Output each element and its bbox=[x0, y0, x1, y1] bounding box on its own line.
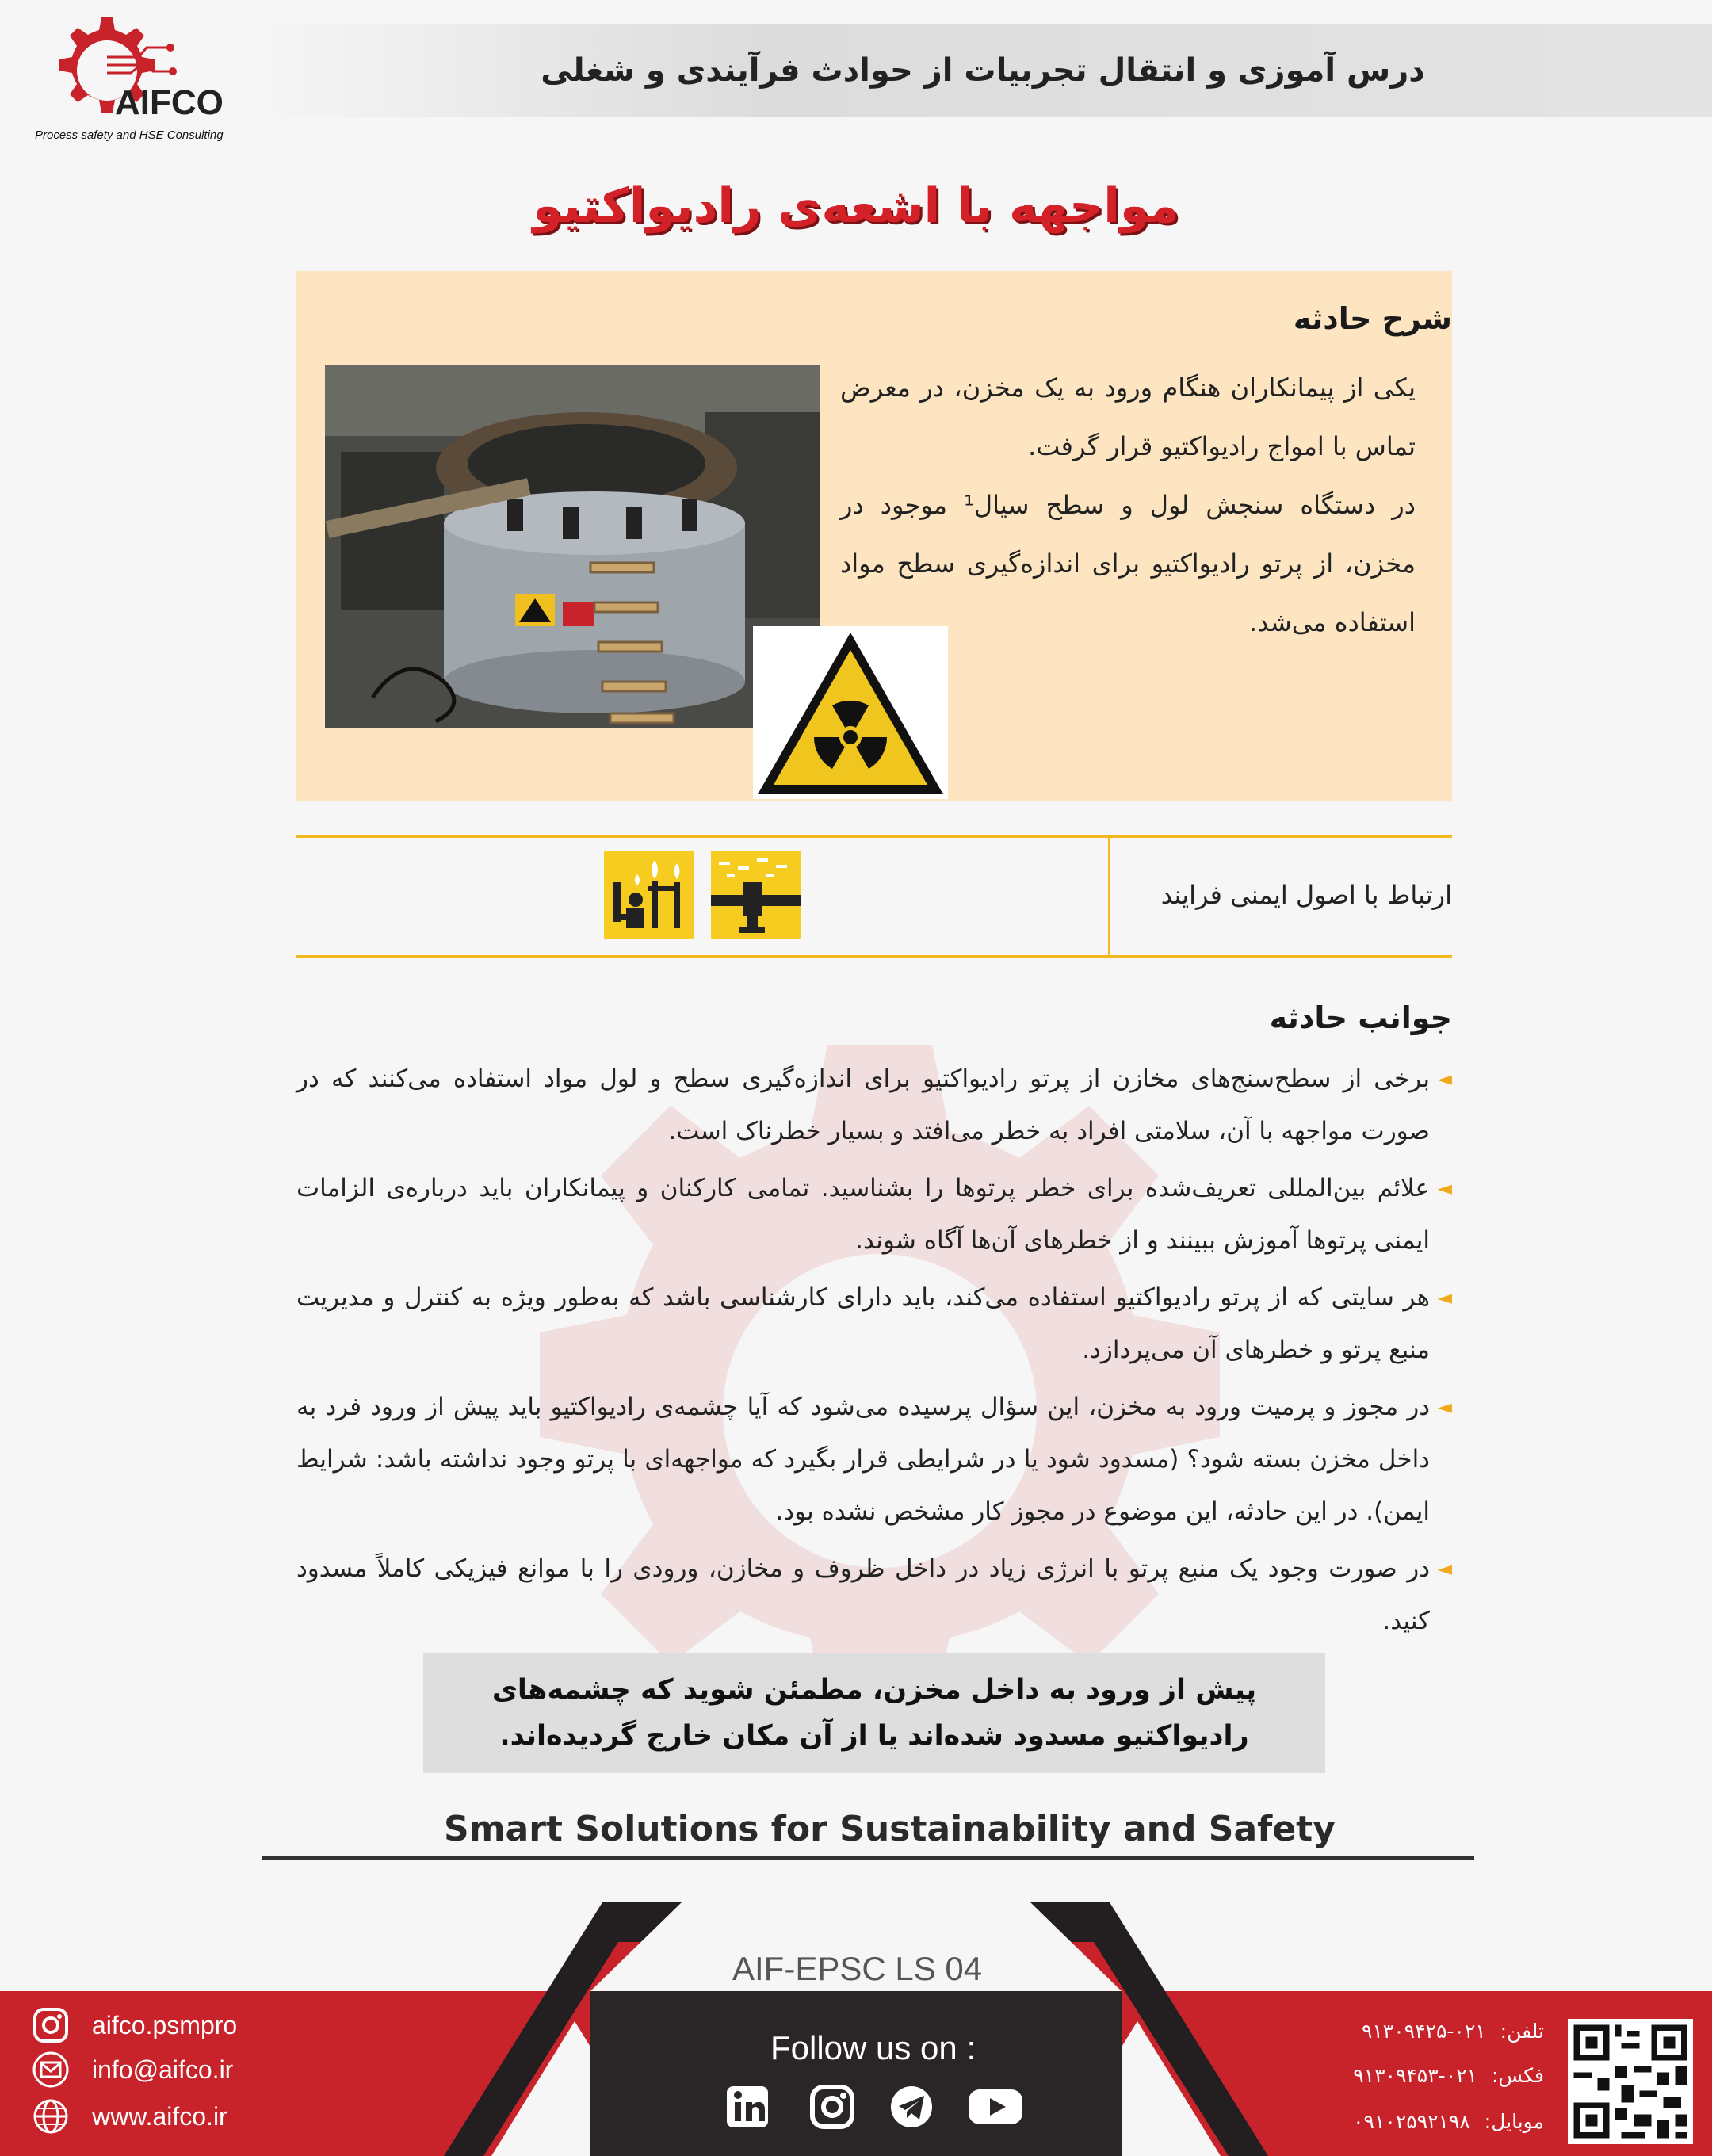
page-title: مواجهه با اشعه‌ی رادیواکتیو bbox=[533, 178, 1179, 234]
process-safety-label: ارتباط با اصول ایمنی فرایند bbox=[1160, 880, 1452, 910]
bullet-arrow-icon: ◄ bbox=[1437, 1286, 1452, 1309]
safety-note-text: پیش از ورود به داخل مخزن، مطمئن شوید که چشمه‌های رادیواکتیو مسدود شده‌اند یا از آن مکان خارج گردیده‌اند. bbox=[491, 1674, 1257, 1752]
header-band bbox=[254, 24, 1712, 117]
tank-photo bbox=[325, 365, 820, 728]
fax-row bbox=[1211, 2064, 1544, 2087]
row-divider bbox=[1108, 835, 1110, 955]
incident-paragraph: در دستگاه سنجش لول و سطح سیال¹ موجود در مخزن، از پرتو رادیواکتیو برای اندازه‌گیری سطح مواد استفاده می‌شد. bbox=[840, 490, 1416, 637]
safety-note-box bbox=[423, 1653, 1325, 1773]
incident-paragraph: یکی از پیمانکاران هنگام ورود به یک مخزن، در معرض تماس با امواج رادیواکتیو قرار گرفت. bbox=[840, 373, 1416, 461]
phone-label: تلفن: bbox=[1500, 2020, 1544, 2043]
bullet-arrow-icon: ◄ bbox=[1437, 1558, 1452, 1580]
radiation-hazard-icon bbox=[753, 626, 948, 799]
instagram-icon[interactable] bbox=[808, 2085, 856, 2129]
follow-label: Follow us on : bbox=[770, 2029, 976, 2066]
list-item-text: برخی از سطح‌سنج‌های مخازن از پرتو رادیواکتیو برای اندازه‌گیری سطح و لول مواد استفاده می‌کنند که در صورت مواجهه با آن، سلامتی افراد به خطر می‌افتد و بسیار خطرناک است. bbox=[296, 1065, 1430, 1145]
qr-code[interactable] bbox=[1568, 2019, 1693, 2144]
instagram-handle: aifco.psmpro bbox=[92, 2010, 238, 2039]
logo-text: AIFCO bbox=[115, 83, 224, 122]
linkedin-icon[interactable] bbox=[725, 2085, 773, 2129]
telegram-icon[interactable] bbox=[888, 2085, 935, 2129]
mobile-number: ۰۹۱۰۲۵۹۲۱۹۸ bbox=[1353, 2110, 1470, 2133]
header-title: درس آموزی و انتقال تجربیات از حوادث فرآیندی و شغلی bbox=[541, 52, 1425, 89]
process-equipment-icon bbox=[711, 851, 801, 939]
mobile-row bbox=[1211, 2110, 1544, 2133]
fax-number: ۰۲۱-۹۱۳۰۹۴۵۳ bbox=[1353, 2064, 1477, 2087]
bullet-arrow-icon: ◄ bbox=[1437, 1068, 1452, 1090]
list-item bbox=[296, 1542, 1452, 1647]
instagram-icon bbox=[32, 2006, 70, 2044]
logo-subtitle: Process safety and HSE Consulting bbox=[35, 128, 224, 142]
aspects-list bbox=[296, 1053, 1452, 1652]
list-item-text: هر سایتی که از پرتو رادیواکتیو استفاده می‌کند، باید دارای کارشناسی باشد که به‌طور ویژه به کنترل و مدیریت منبع پرتو و خطرهای آن می‌پردازد. bbox=[296, 1283, 1430, 1364]
list-item bbox=[296, 1271, 1452, 1376]
slogan: Smart Solutions for Sustainability and Safety bbox=[444, 1809, 1336, 1849]
contact-email[interactable] bbox=[32, 2050, 293, 2089]
email-address: info@aifco.ir bbox=[92, 2055, 234, 2084]
contact-website[interactable] bbox=[32, 2097, 293, 2136]
hazard-identification-icon bbox=[604, 851, 694, 939]
list-item-text: علائم بین‌المللی تعریف‌شده برای خطر پرتوها را بشناسید. تمامی کارکنان و پیمانکاران باید درباره‌ی الزامات ایمنی پرتوها آموزش ببینند و از خطرهای آن‌ها آگاه شوند. bbox=[296, 1174, 1430, 1255]
mobile-label: موبایل: bbox=[1484, 2110, 1544, 2133]
incident-heading: شرح حادثه bbox=[1293, 301, 1452, 336]
email-icon bbox=[32, 2051, 70, 2089]
contact-instagram[interactable] bbox=[32, 2005, 293, 2045]
list-item-text: در صورت وجود یک منبع پرتو با انرژی زیاد در داخل ظروف و مخازن، ورودی را با موانع فیزیکی کاملاً مسدود کنید. bbox=[296, 1554, 1430, 1635]
aifco-logo bbox=[30, 10, 244, 144]
list-item bbox=[296, 1053, 1452, 1157]
divider bbox=[262, 1856, 1474, 1860]
list-item bbox=[296, 1162, 1452, 1267]
phone-number: ۰۲۱-۹۱۳۰۹۴۲۵ bbox=[1361, 2020, 1486, 2043]
incident-description bbox=[840, 358, 1416, 652]
fax-label: فکس: bbox=[1491, 2064, 1544, 2087]
list-item-text: در مجوز و پرمیت ورود به مخزن، این سؤال پرسیده می‌شود که آیا چشمه‌ی رادیواکتیو باید پیش از ورود فرد به داخل مخزن بسته شود؟ (مسدود شود یا در شرایطی قرار بگیرد که مواجهه‌ای با پرتو وجود نداشته باشد: شرایط ایمن). در این حادثه، این موضوع در مجوز کار مشخص نشده بود. bbox=[296, 1393, 1430, 1526]
document-code: AIF-EPSC LS 04 bbox=[732, 1950, 983, 1987]
aspects-heading: جوانب حادثه bbox=[1269, 1000, 1452, 1035]
website-url: www.aifco.ir bbox=[92, 2101, 227, 2131]
youtube-icon[interactable] bbox=[967, 2085, 1024, 2129]
bullet-arrow-icon: ◄ bbox=[1437, 1177, 1452, 1199]
bullet-arrow-icon: ◄ bbox=[1437, 1396, 1452, 1418]
phone-row bbox=[1211, 2020, 1544, 2043]
globe-icon bbox=[32, 2097, 70, 2135]
list-item bbox=[296, 1381, 1452, 1538]
